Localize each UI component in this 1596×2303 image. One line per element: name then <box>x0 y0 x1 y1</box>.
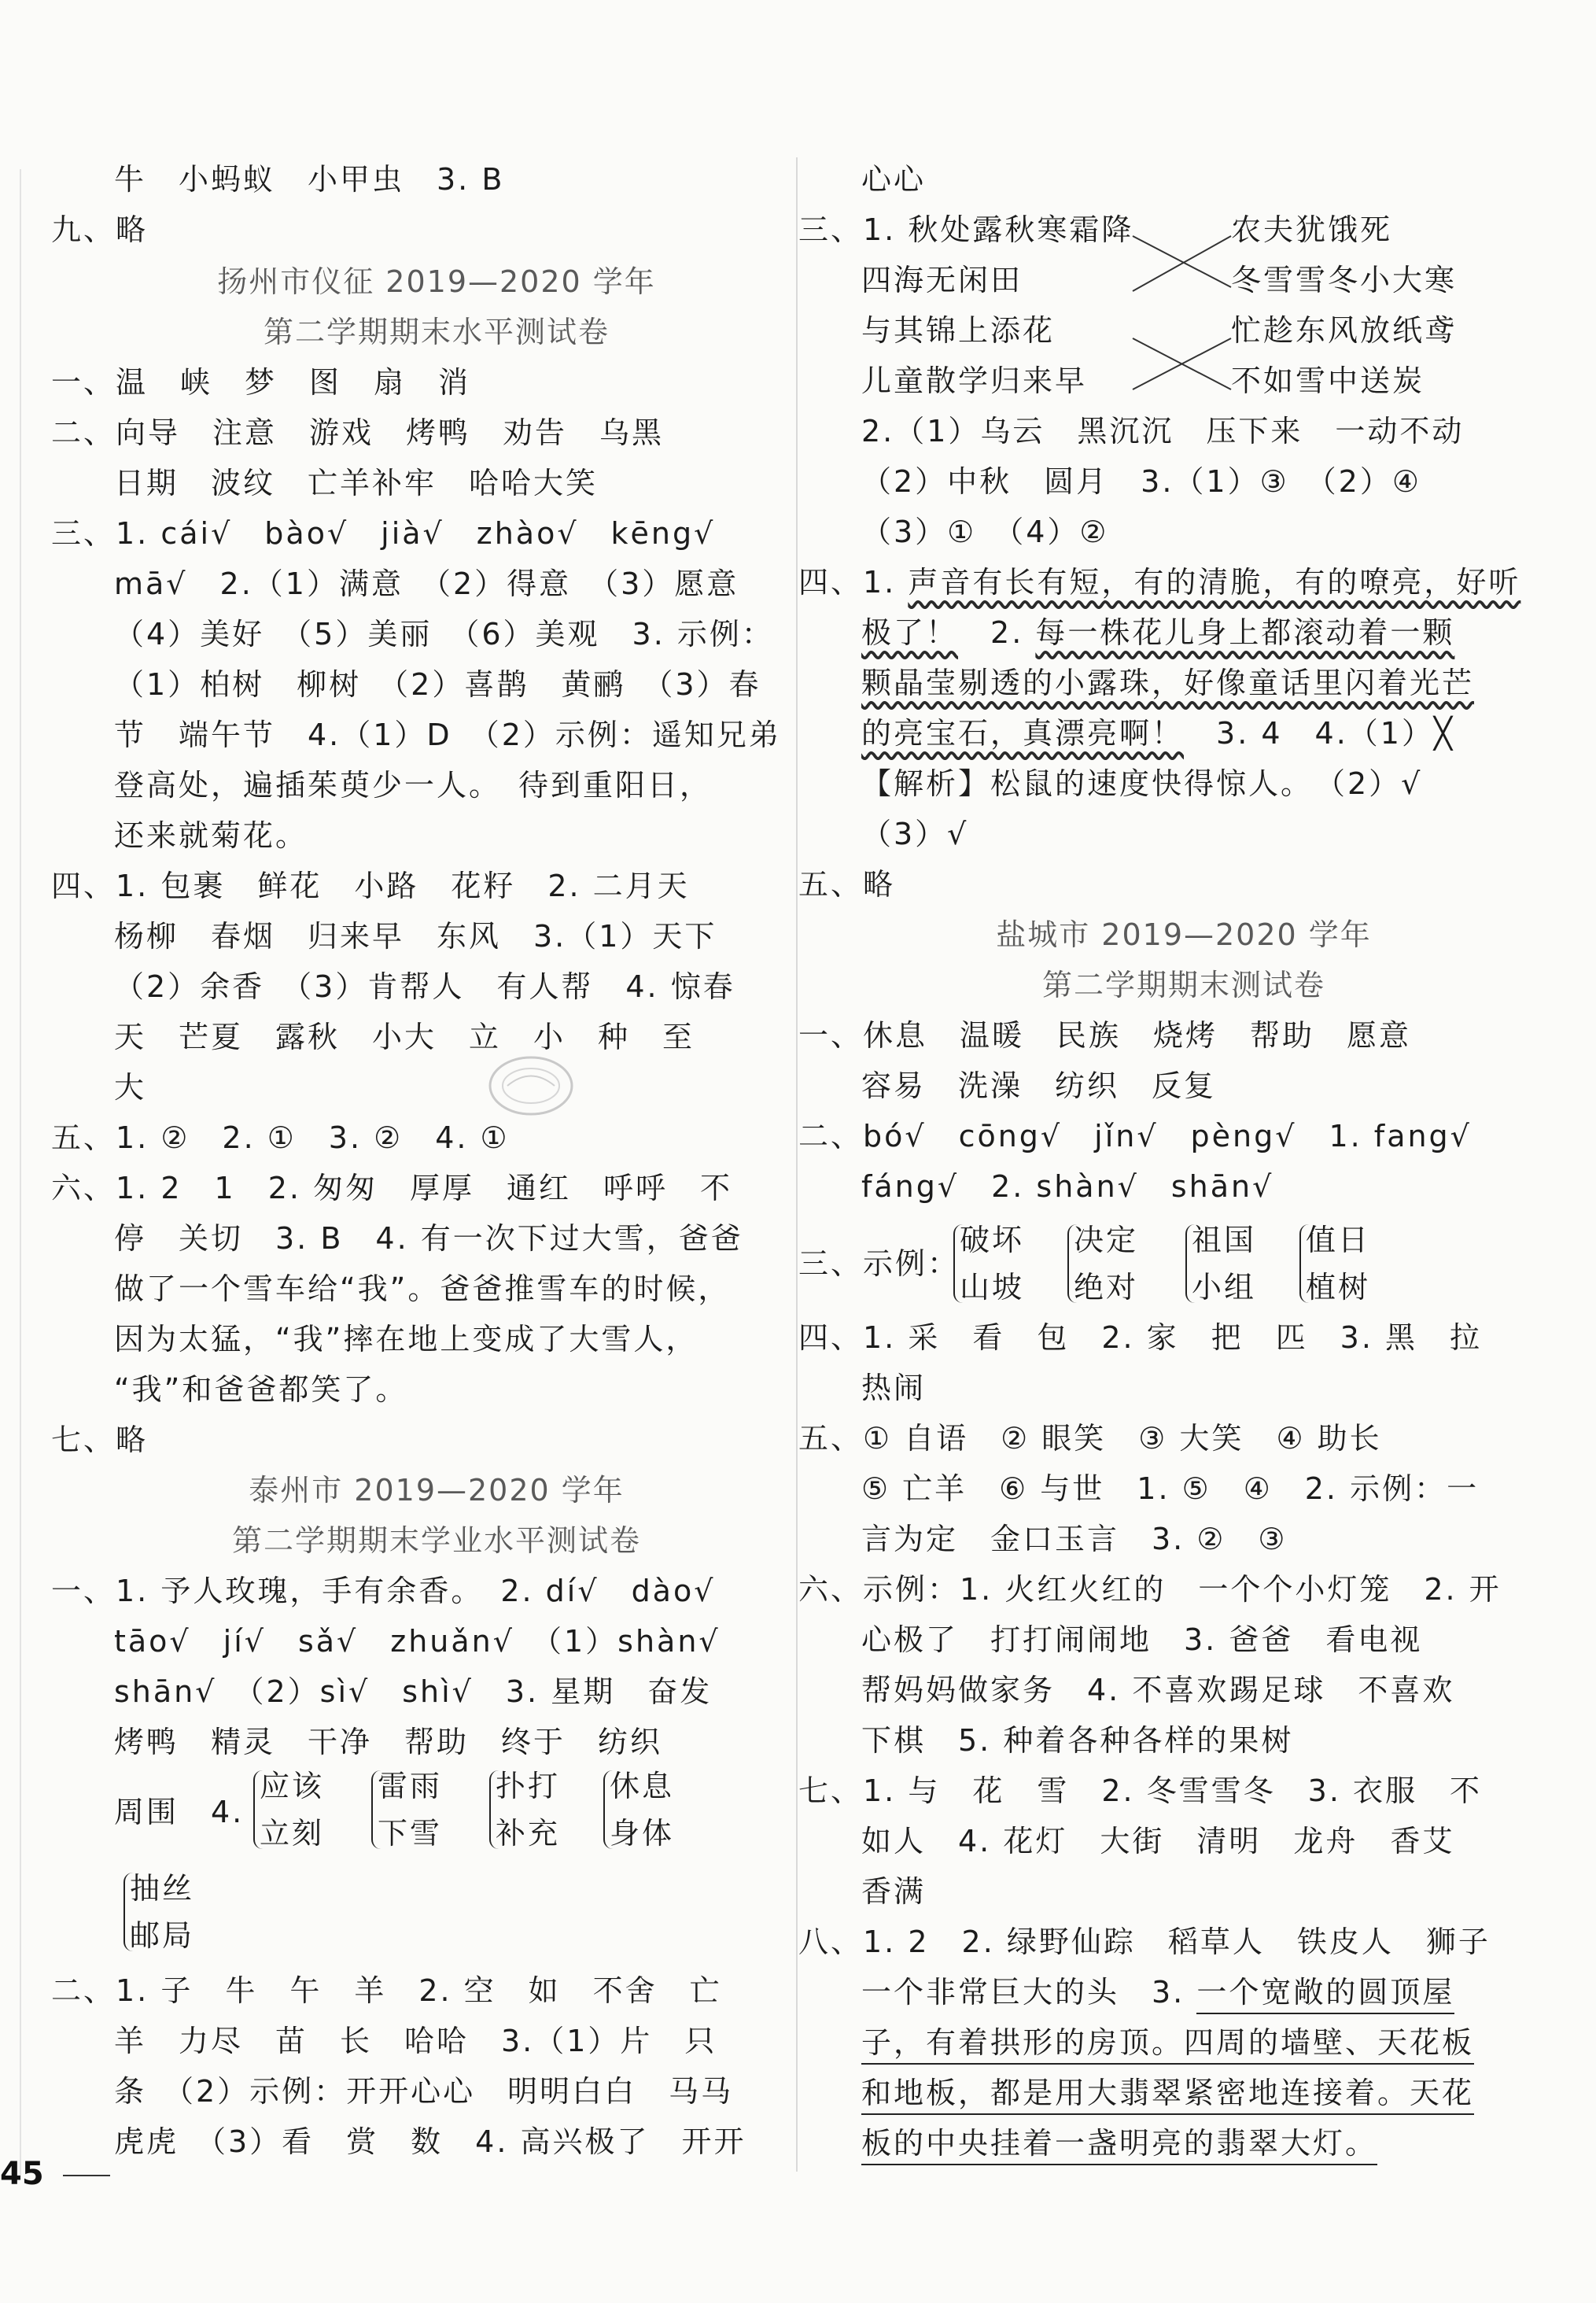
brace <box>489 1770 499 1849</box>
word-pair-group <box>610 1762 674 1857</box>
word-pair-group <box>260 1762 324 1857</box>
answer-line: 牛 小蚂蚁 小甲虫 3. B <box>114 162 505 197</box>
word-pair-item: 值日 <box>1306 1223 1371 1257</box>
answer-line: 冬雪雪冬小大寒 <box>1231 263 1458 297</box>
answer-line: 与其锦上添花 <box>861 313 1056 348</box>
answer-line: 四、1. 包裹 鲜花 小路 花籽 2. 二月天 <box>51 869 690 903</box>
answer-line: 容易 洗澡 纺织 反复 <box>861 1068 1217 1103</box>
answer-line: 【解析】松鼠的速度快得惊人。 （2）√ <box>861 766 1423 801</box>
answer-line: 杨柳 春烟 归来早 东风 3.（1）天下 <box>114 919 717 954</box>
answer-line: 不如雪中送炭 <box>1231 364 1425 398</box>
answer-line: 热闹 <box>861 1371 927 1405</box>
answer-line: 一、1. 予人玫瑰，手有余香。 2. dí√ dào√ <box>51 1574 716 1608</box>
answer-line: 四、1. 采 看 包 2. 家 把 匹 3. 黑 拉 <box>798 1320 1483 1355</box>
answer-line: （1）柏树 柳树 （2）喜鹊 黄鹂 （3）春 <box>114 667 761 702</box>
answer-line: 四、1. 声音有长有短，有的清脆，有的嘹亮，好听 <box>798 565 1521 600</box>
word-pair-item: 抽丝 <box>130 1871 195 1906</box>
answer-line: 板的中央挂着一盏明亮的翡翠大灯。 <box>861 2121 1377 2165</box>
answer-line: 还来就菊花。 <box>114 818 308 853</box>
answer-line: 如人 4. 花灯 大街 清明 龙舟 香艾 <box>861 1824 1455 1858</box>
answer-line: 羊 力尽 苗 长 哈哈 3.（1）片 只 <box>114 2024 717 2058</box>
answer-line: 五、① 自语 ② 眼笑 ③ 大笑 ④ 助长 <box>798 1421 1382 1456</box>
answer-line: 和地板，都是用大翡翠紧密地连接着。天花 <box>861 2071 1474 2115</box>
answer-line: 四海无闲田 <box>861 263 1023 297</box>
answer-line: 下棋 5. 种着各种各样的果树 <box>861 1723 1294 1758</box>
brace <box>123 1873 133 1951</box>
word-pair-item: 小组 <box>1192 1270 1257 1305</box>
answer-line: （4）美好 （5）美丽 （6）美观 3. 示例： <box>114 617 774 651</box>
word-pair-item: 植树 <box>1306 1270 1371 1305</box>
answer-line: 极了！ 2. 每一株花儿身上都滚动着一颗 <box>861 615 1455 650</box>
brace <box>371 1770 381 1849</box>
answer-line: 三、1. 秋处露秋寒霜降 <box>798 212 1134 247</box>
word-pair-item: 山坡 <box>960 1270 1025 1305</box>
word-pair-item: 决定 <box>1074 1223 1139 1257</box>
brace <box>253 1770 263 1849</box>
section-heading: 泰州市 2019—2020 学年 <box>249 1473 625 1508</box>
answer-line: 虎虎 （3）看 赏 数 4. 高兴极了 开开 <box>114 2124 746 2159</box>
word-pair-group <box>1074 1216 1138 1311</box>
page-number-dash <box>63 2175 110 2176</box>
section-heading: 盐城市 2019—2020 学年 <box>996 917 1372 952</box>
word-pair-item: 绝对 <box>1074 1270 1139 1305</box>
section-heading: 第二学期期末测试卷 <box>1041 968 1325 1002</box>
section-heading: 扬州市仪征 2019—2020 学年 <box>217 264 656 299</box>
answer-line: 二、bó√ cōng√ jǐn√ pèng√ 1. fang√ <box>798 1119 1472 1153</box>
answer-line: 一个非常巨大的头 3. 一个宽敞的圆顶屋 <box>861 1970 1454 2014</box>
brace <box>953 1224 963 1303</box>
word-pair-item: 应该 <box>260 1769 325 1803</box>
answer-line: ⑤ 亡羊 ⑥ 与世 1. ⑤ ④ 2. 示例：一 <box>861 1471 1480 1506</box>
answer-line: （2）中秋 圆月 3.（1）③ （2）④ <box>861 464 1421 499</box>
section-heading: 第二学期期末水平测试卷 <box>263 315 610 349</box>
answer-line: 的亮宝石，真漂亮啊！ 3. 4 4.（1）╳ <box>861 716 1454 751</box>
word-pair-item: 扑打 <box>496 1769 561 1803</box>
word-pair-group <box>1306 1216 1370 1311</box>
answer-line: 八、1. 2 2. 绿野仙踪 稻草人 铁皮人 狮子 <box>798 1925 1491 1959</box>
answer-line: 三、示例： <box>798 1246 960 1281</box>
answer-line: fáng√ 2. shàn√ shān√ <box>861 1169 1274 1204</box>
word-pair-group <box>1192 1216 1256 1311</box>
answer-line: 一、温 峡 梦 图 扇 消 <box>51 365 471 400</box>
answer-line: 天 芒夏 露秋 小大 立 小 种 至 <box>114 1020 695 1054</box>
answer-line: 条 （2）示例：开开心心 明明白白 马马 <box>114 2074 734 2109</box>
answer-line: 日期 波纹 亡羊补牢 哈哈大笑 <box>114 466 599 500</box>
answer-line: 七、略 <box>51 1423 149 1457</box>
word-pair-group <box>960 1216 1024 1311</box>
answer-line: 登高处，遍插茱萸少一人。 待到重阳日， <box>114 768 713 803</box>
brace <box>603 1770 613 1849</box>
answer-line: 子，有着拱形的房顶。四周的墙壁、天花板 <box>861 2021 1474 2065</box>
answer-line: 一、休息 温暖 民族 烧烤 帮助 愿意 <box>798 1018 1412 1053</box>
word-pair-item: 补充 <box>496 1816 561 1851</box>
word-pair-item: 休息 <box>610 1769 675 1803</box>
page-number: 45 <box>0 2156 44 2192</box>
word-pair-item: 立刻 <box>260 1816 325 1851</box>
word-pair-group <box>496 1762 560 1857</box>
answer-line: （3）√ <box>861 817 969 851</box>
answer-line: 帮妈妈做家务 4. 不喜欢踢足球 不喜欢 <box>861 1673 1455 1707</box>
answer-line: 做了一个雪车给“我”。爸爸推雪车的时候， <box>114 1271 731 1306</box>
word-pair-item: 下雪 <box>378 1816 443 1851</box>
answer-line: 因为太猛，“我”摔在地上变成了大雪人， <box>114 1322 698 1356</box>
answer-line: mā√ 2.（1）满意 （2）得意 （3）愿意 <box>114 567 739 601</box>
answer-line: tāo√ jí√ sǎ√ zhuǎn√ （1）shàn√ <box>114 1624 721 1659</box>
page-margin-line <box>20 169 21 2176</box>
brace <box>1067 1224 1077 1303</box>
answer-line: 烤鸭 精灵 干净 帮助 终于 纺织 <box>114 1725 663 1759</box>
answer-line: 二、1. 子 牛 午 羊 2. 空 如 不舍 亡 <box>51 1973 722 2008</box>
answer-line: 五、略 <box>798 867 896 902</box>
answer-line: 2.（1）乌云 黑沉沉 压下来 一动不动 <box>861 414 1465 448</box>
answer-line: 停 关切 3. B 4. 有一次下过大雪，爸爸 <box>114 1221 743 1256</box>
answer-line: 六、1. 2 1 2. 匆匆 厚厚 通红 呼呼 不 <box>51 1171 733 1205</box>
answer-line: shān√ （2）sì√ shì√ 3. 星期 奋发 <box>114 1674 713 1709</box>
answer-line: 周围 4. <box>114 1795 245 1829</box>
answer-line: “我”和爸爸都笑了。 <box>114 1372 408 1407</box>
answer-line: 忙趁东风放纸鸢 <box>1231 313 1458 348</box>
watermark-stamp-icon <box>484 1050 578 1121</box>
answer-line: 颗晶莹剔透的小露珠，好像童话里闪着光芒 <box>861 666 1475 700</box>
answer-line: （2）余香 （3）肯帮人 有人帮 4. 惊春 <box>114 969 735 1004</box>
word-pair-group <box>130 1865 194 1959</box>
word-pair-group <box>378 1762 442 1857</box>
answer-line: 六、示例：1. 火红火红的 一个个小灯笼 2. 开 <box>798 1572 1502 1607</box>
section-heading: 第二学期期末学业水平测试卷 <box>231 1523 641 1558</box>
matching-lines <box>1129 212 1239 409</box>
answer-line: 九、略 <box>51 212 149 247</box>
answer-line: 二、向导 注意 游戏 烤鸭 劝告 乌黑 <box>51 415 665 450</box>
word-pair-item: 雷雨 <box>378 1769 443 1803</box>
answer-line: 儿童散学归来早 <box>861 364 1088 398</box>
brace <box>1185 1224 1195 1303</box>
answer-line: 七、1. 与 花 雪 2. 冬雪雪冬 3. 衣服 不 <box>798 1773 1483 1808</box>
column-divider <box>796 157 798 2172</box>
word-pair-item: 身体 <box>610 1816 675 1851</box>
brace <box>1299 1224 1309 1303</box>
answer-line: （3）① （4）② <box>861 515 1109 549</box>
answer-line: 五、1. ② 2. ① 3. ② 4. ① <box>51 1120 510 1155</box>
answer-line: 大 <box>114 1070 147 1105</box>
answer-line: 农夫犹饿死 <box>1231 212 1393 247</box>
answer-line: 香满 <box>861 1874 927 1909</box>
answer-line: 心极了 打打闹闹地 3. 爸爸 看电视 <box>861 1622 1423 1657</box>
answer-line: 节 端午节 4.（1）D （2）示例：遥知兄弟 <box>114 718 781 752</box>
word-pair-item: 邮局 <box>130 1918 195 1953</box>
answer-line: 言为定 金口玉言 3. ② ③ <box>861 1522 1288 1556</box>
answer-line: 心心 <box>861 162 927 197</box>
word-pair-item: 破坏 <box>960 1223 1025 1257</box>
answer-line: 三、1. cái√ bào√ jià√ zhào√ kēng√ <box>51 516 716 551</box>
word-pair-item: 祖国 <box>1192 1223 1257 1257</box>
